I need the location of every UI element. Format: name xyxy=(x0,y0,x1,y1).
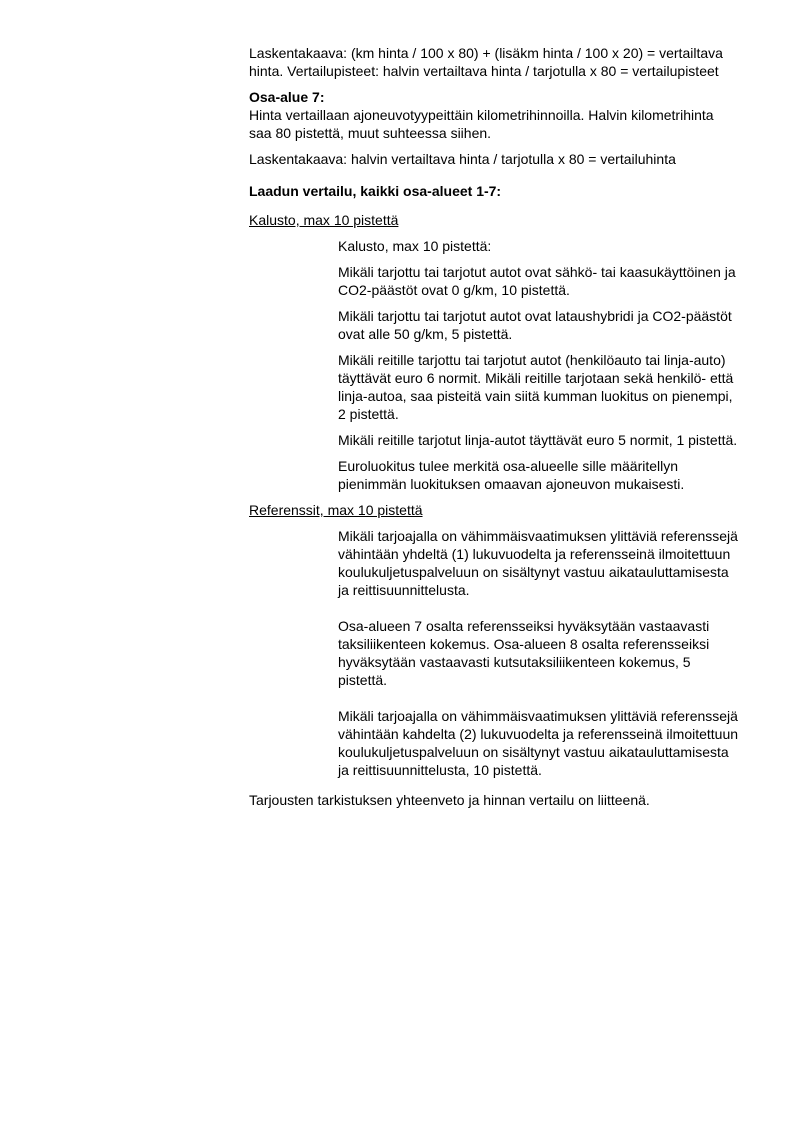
summary-paragraph: Tarjousten tarkistuksen yhteenveto ja hinnan vertailu on liitteenä. xyxy=(249,792,650,808)
kalusto-list xyxy=(338,237,739,493)
osa-alue-7-text: Hinta vertaillaan ajoneuvotyypeittäin kilometrihinnoilla. Halvin kilometrihinta saa 80 pistettä, muut suhteessa siihen. xyxy=(249,107,714,141)
kalusto-item: Mikäli reitille tarjotut linja-autot täyttävät euro 5 normit, 1 pistettä. xyxy=(338,432,738,448)
referenssit-list xyxy=(338,527,739,779)
osa-alue-7-formula: Laskentakaava: halvin vertailtava hinta / tarjotulla x 80 = vertailuhinta xyxy=(249,151,676,167)
referenssit-heading: Referenssit, max 10 pistettä xyxy=(249,502,423,518)
kalusto-heading: Kalusto, max 10 pistettä xyxy=(249,212,399,228)
referenssit-item: Osa-alueen 7 osalta referensseiksi hyväksytään vastaavasti taksiliikenteen kokemus. Osa-alueen 8 osalta referensseiksi hyväksytään vastaavasti kutsutaksiliikenteen kokemus, 5 pistettä. xyxy=(338,618,710,688)
kalusto-item: Mikäli tarjottu tai tarjotut autot ovat lataushybridi ja CO2-päästöt ovat alle 50 g/km, 5 pistettä. xyxy=(338,308,732,342)
quality-title: Laadun vertailu, kaikki osa-alueet 1-7: xyxy=(249,183,502,199)
kalusto-item: Mikäli tarjottu tai tarjotut autot ovat sähkö- tai kaasukäyttöinen ja CO2-päästöt ovat 0 g/km, 10 pistettä. xyxy=(338,264,736,298)
formula-paragraph: Laskentakaava: (km hinta / 100 x 80) + (lisäkm hinta / 100 x 20) = vertailtava hinta. Vertailupisteet: halvin vertailtava hinta / tarjotulla x 80 = vertailupisteet xyxy=(249,45,723,79)
kalusto-item: Euroluokitus tulee merkitä osa-alueelle sille määritellyn pienimmän luokituksen omaavan ajoneuvon mukaisesti. xyxy=(338,458,685,492)
referenssit-item: Mikäli tarjoajalla on vähimmäisvaatimuksen ylittäviä referenssejä vähintään yhdeltä (1) lukuvuodelta ja referensseinä ilmoitettuun koulukuljetuspalveluun on sisältynyt vastuu aikatauluttamisesta ja reittisuunnittelusta. xyxy=(338,528,738,598)
kalusto-item: Kalusto, max 10 pistettä: xyxy=(338,238,492,254)
document-body xyxy=(249,44,739,809)
kalusto-item: Mikäli reitille tarjottu tai tarjotut autot (henkilöauto tai linja-auto) täyttävät euro 6 normit. Mikäli reitille tarjotaan sekä henkilö- että linja-autoa, saa pisteitä vain siitä kumman luokitus on pienempi, 2 pistettä. xyxy=(338,352,734,422)
referenssit-item: Mikäli tarjoajalla on vähimmäisvaatimuksen ylittäviä referenssejä vähintään kahdelta (2) lukuvuodelta ja referensseinä ilmoitettuun koulukuljetuspalveluun on sisältynyt vastuu aikatauluttamisesta ja reittisuunnittelusta, 10 pistettä. xyxy=(338,708,739,778)
osa-alue-7-title: Osa-alue 7: xyxy=(249,89,325,105)
